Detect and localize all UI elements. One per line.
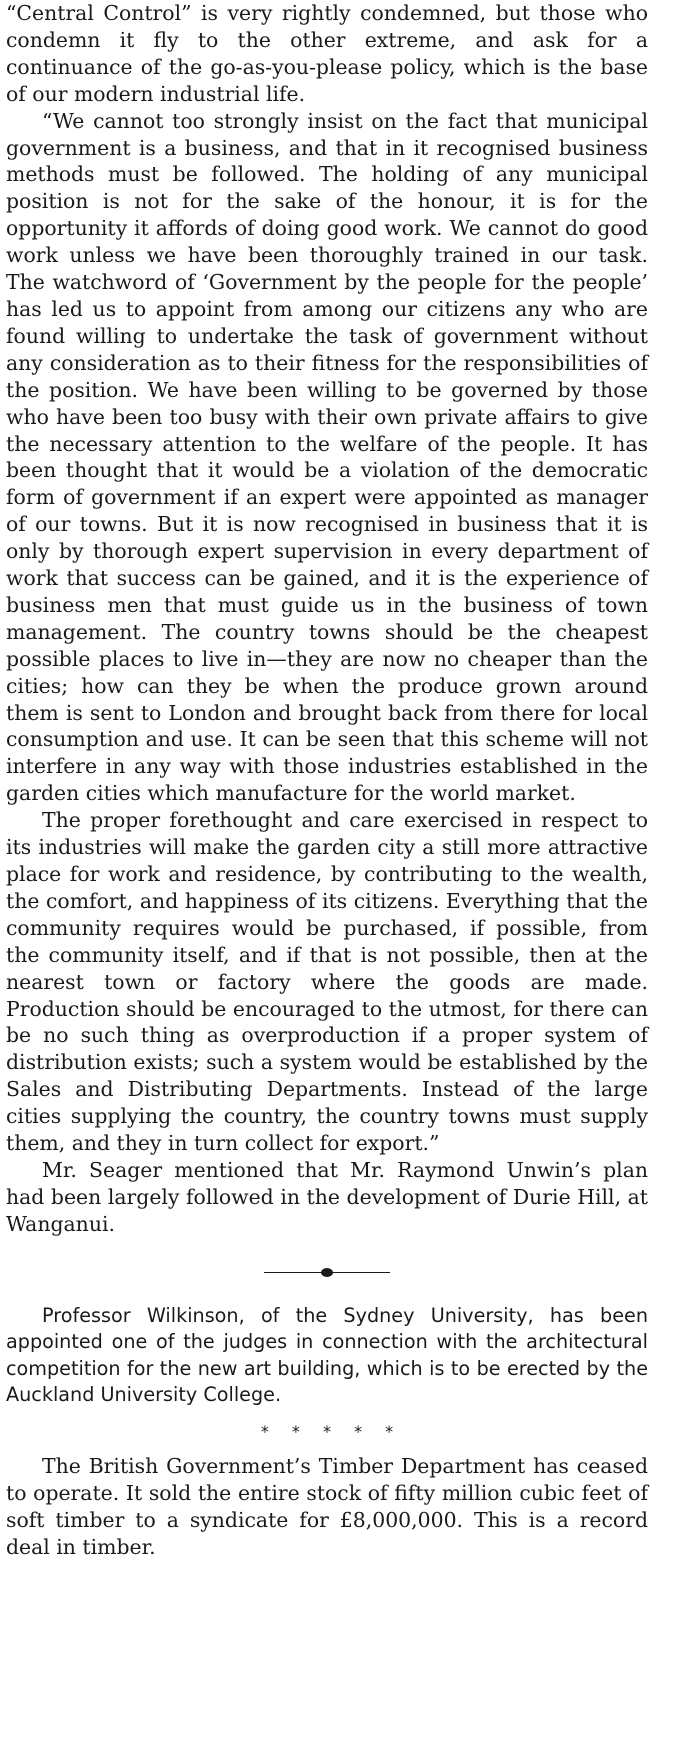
news-note-timber-text: The British Government’s Timber Department has ceased to operate. It sold the entire stock of fifty million cubic feet of soft timber to a syndicate for £8,000,000. This is a record deal in timber. (6, 1454, 648, 1559)
news-note-wilkinson-text: Professor Wilkinson, of the Sydney University, has been appointed one of the judges in connection with the architectural competition for the new art building, which is to be erected by the Auckland University College. (6, 1303, 648, 1407)
article-paragraph-4: Mr. Seager mentioned that Mr. Raymond Unwin’s plan had been largely followed in the development of Durie Hill, at Wanganui. (6, 1157, 648, 1236)
section-divider (6, 1258, 648, 1288)
article-paragraph-3: The proper forethought and care exercised in respect to its industries will make the garden city a still more attractive place for work and residence, by contributing to the wealth, the comfort, and happiness of its citizens. Everything that the community requires would be purchased, if possible, from the community itself, and if that is not possible, then at the nearest town or factory where the goods are made. Production should be encouraged to the utmost, for there can be no such thing as overproduction if a proper system of distribution exists; such a system would be established by the Sales and Distributing Departments. Instead of the large cities supplying the country, the country towns must supply them, and they in turn collect for export.” (6, 808, 648, 1156)
article-body (6, 0, 648, 1238)
article-paragraph-1: “Central Control” is very rightly condemned, but those who condemn it fly to the other extreme, and ask for a continuance of the go-as-you-please policy, which is the base of our modern industrial life. (6, 1, 648, 106)
star-divider: * * * * * (260, 1422, 394, 1442)
article-paragraph-2: “We cannot too strongly insist on the fact that municipal government is a business, and that in it recognised business methods must be followed. The holding of any municipal position is not for the sake of the honour, it is for the opportunity it affords of doing good work. We cannot do good work unless we have been thoroughly trained in our task. The watchword of ‘Government by the people for the people’ has led us to appoint from among our citizens any who are found willing to undertake the task of government without any consideration as to their fitness for the responsibilities of the position. We have been willing to be governed by those who have been too busy with their own private affairs to give the necessary attention to the welfare of the people. It has been thought that it would be a violation of the democratic form of government if an expert were appointed as manager of our towns. But it is now recognised in business that it is only by thorough expert supervision in every department of work that success can be gained, and it is the experience of business men that must guide us in the business of town management. The country towns should be the cheapest possible places to live in—they are now no cheaper than the cities; how can they be when the produce grown around them is sent to London and brought back from there for local consumption and use. It can be seen that this scheme will not interfere in any way with those industries established in the garden cities which manufacture for the world market. (6, 108, 648, 806)
document-page (6, 0, 648, 1561)
divider-ornament-icon (321, 1268, 333, 1277)
news-note-wilkinson (6, 1303, 648, 1409)
news-note-timber (6, 1453, 648, 1561)
